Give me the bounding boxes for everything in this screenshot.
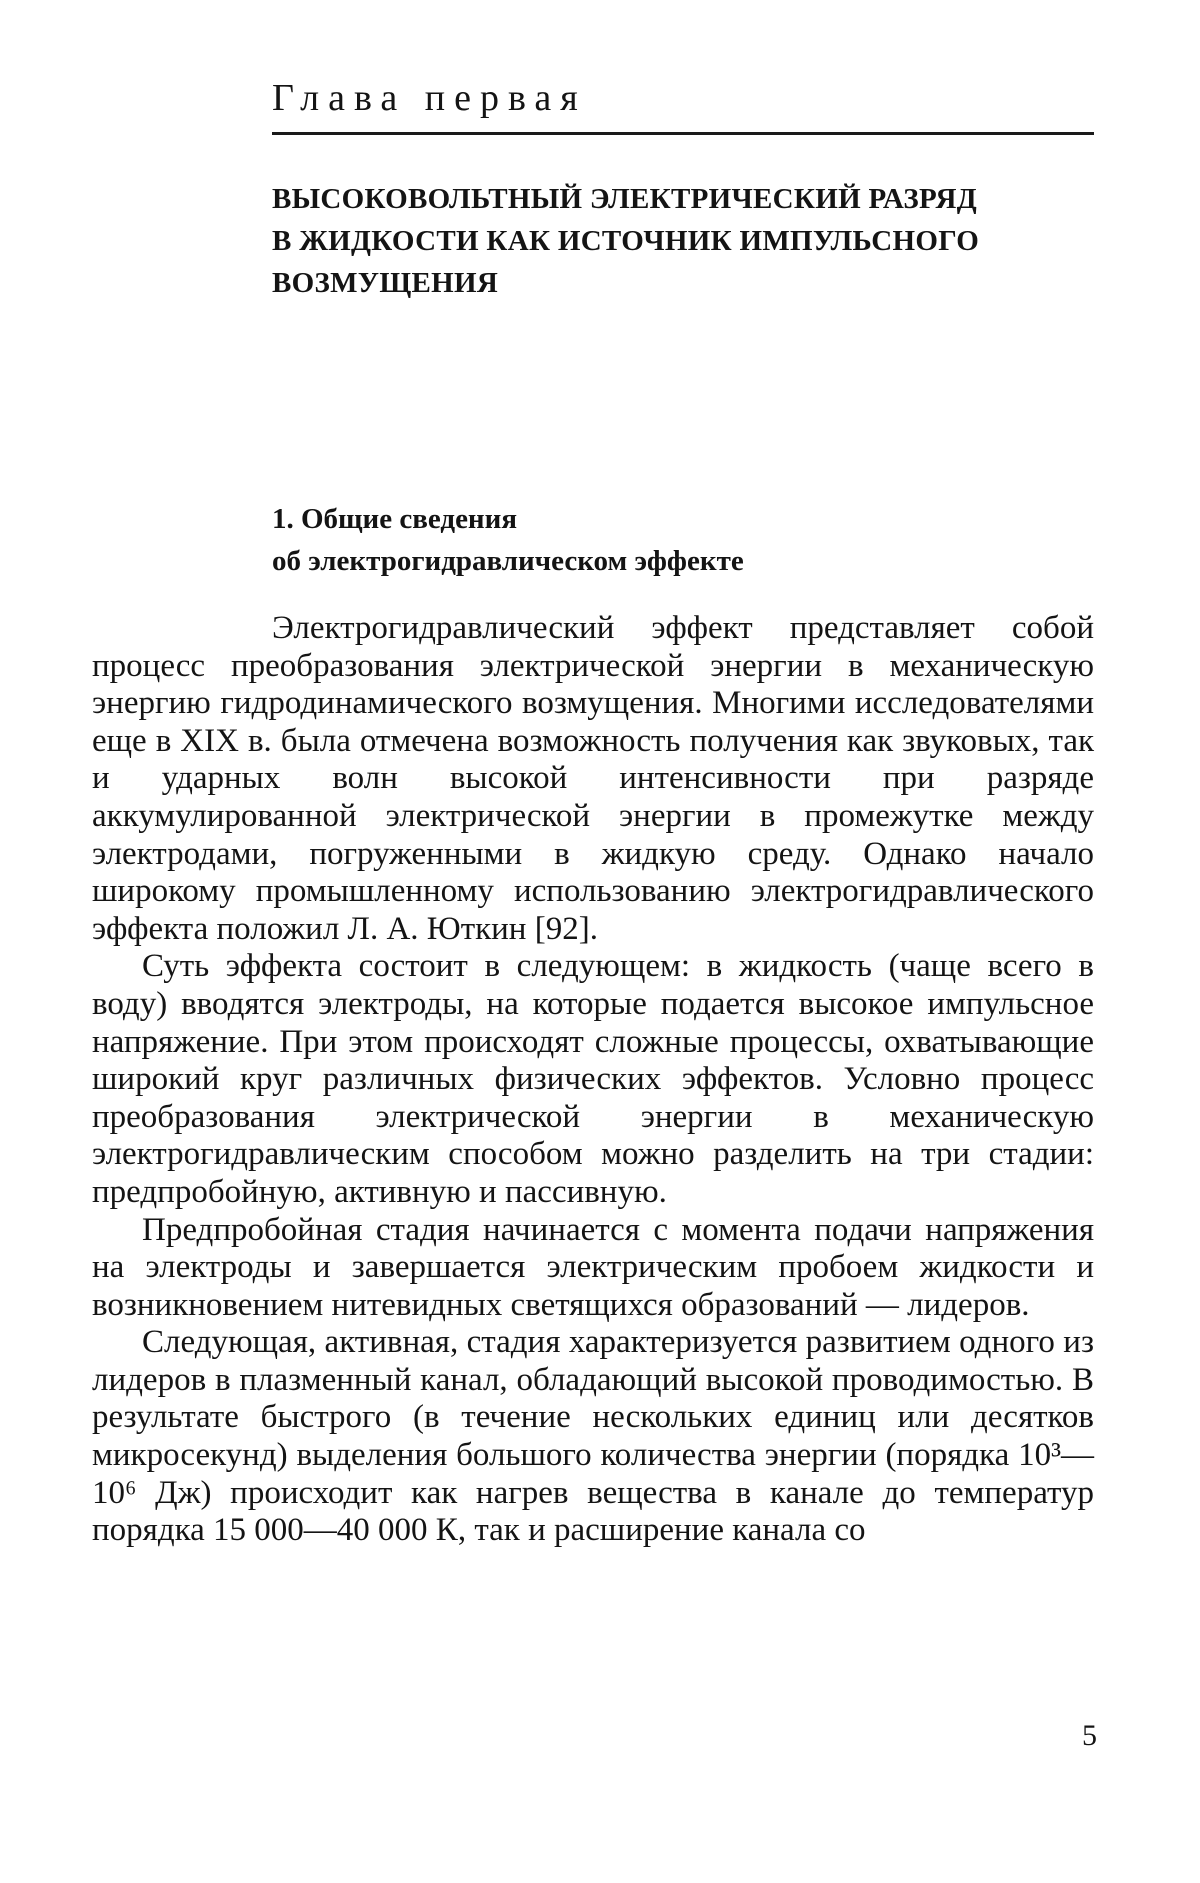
paragraph: Электрогидравлический эффект представляет собой процесс преобразования электрической энергии в механическую энергию гидродинамического возмущения. Многими исследователями еще в XIX в. была отмечена возможность получения как звуковых, так и ударных волн высокой интенсивности при разряде аккумулированной электрической энергии в промежутке между электродами, погруженными в жидкую среду. Однако начало широкому промышленному использованию электрогидравлического эффекта положил Л. А. Юткин [92].: [92, 610, 1094, 947]
paragraph: Суть эффекта состоит в следующем: в жидкость (чаще всего в воду) вводятся электроды, на которые подается высокое импульсное напряжение. При этом происходят сложные процессы, охватывающие широкий круг различных физических эффектов. Условно процесс преобразования электрической энергии в механическую электрогидравлическим способом можно разделить на три стадии: предпробойную, активную и пассивную.: [92, 948, 1094, 1210]
page-number: 5: [1082, 1719, 1097, 1752]
chapter-title: [272, 178, 1094, 304]
chapter-label: Глава первая: [272, 77, 587, 119]
chapter-title-line: ВОЗМУЩЕНИЯ: [272, 267, 499, 299]
section-heading-line: об электрогидравлическом эффекте: [272, 545, 744, 577]
chapter-title-line: ВЫСОКОВОЛЬТНЫЙ ЭЛЕКТРИЧЕСКИЙ РАЗРЯД: [272, 183, 978, 215]
chapter-title-line: В ЖИДКОСТИ КАК ИСТОЧНИК ИМПУЛЬСНОГО: [272, 225, 980, 257]
body-text: [92, 610, 1094, 1550]
paragraph: Следующая, активная, стадия характеризуется развитием одного из лидеров в плазменный канал, обладающий высокой проводимостью. В результате быстрого (в течение нескольких единиц или десятков микросекунд) выделения большого количества энергии (порядка 10³—10⁶ Дж) происходит как нагрев вещества в канале до температур порядка 15 000—40 000 К, так и расширение канала со: [92, 1324, 1094, 1549]
section-heading-line: 1. Общие сведения: [272, 503, 518, 535]
section-heading: [272, 498, 1094, 582]
paragraph: Предпробойная стадия начинается с момента подачи напряжения на электроды и завершается электрическим пробоем жидкости и возникновением нитевидных светящихся образований — лидеров.: [92, 1211, 1094, 1323]
chapter-divider: [272, 132, 1094, 135]
